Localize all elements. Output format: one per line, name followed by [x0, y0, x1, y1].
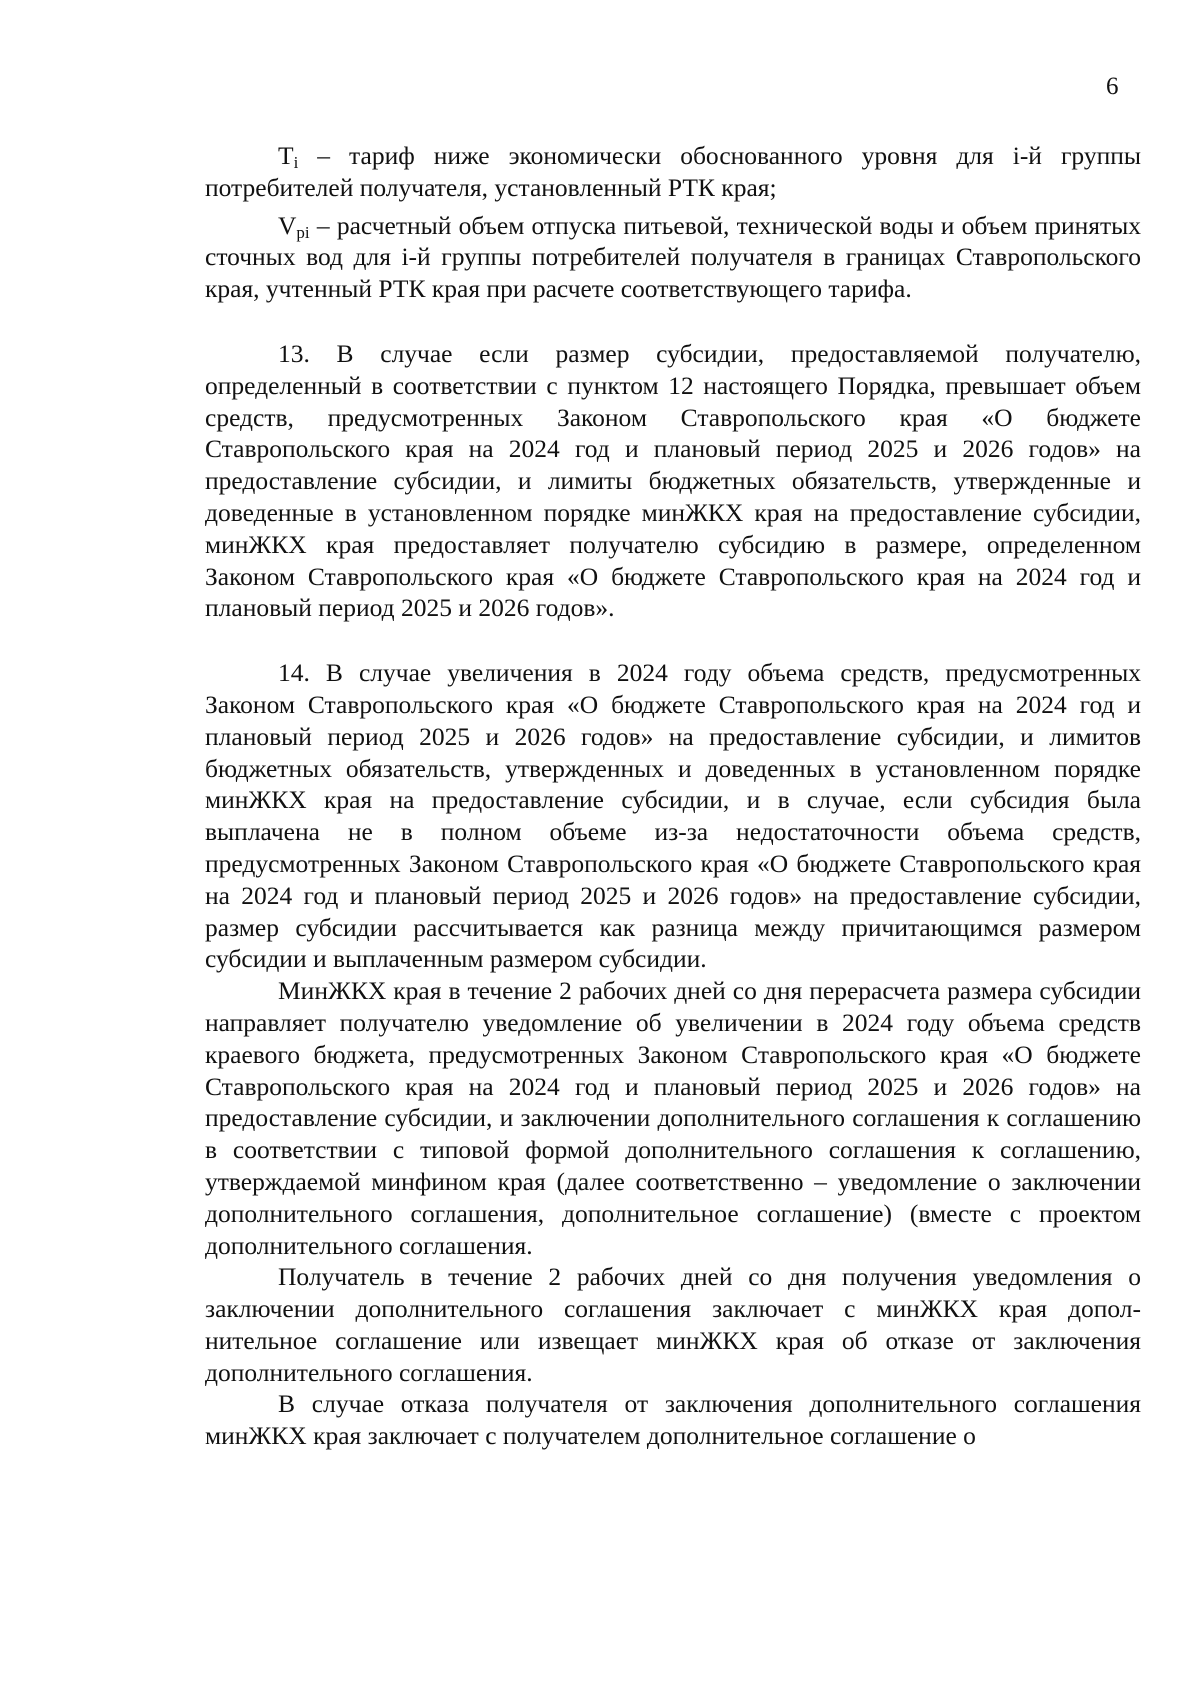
paragraph-14-minzhkh-notice: МинЖКХ края в течение 2 рабочих дней со дня перерасчета размера субсидии направляет получателю уведомление об увеличении в 2024 году объема средств краевого бюджета, предусмотренных Законом Ставропольского края «О бюджете Ставропольского края на 2024 год и плановый период 2025 и 2026 годов» на предоставление субсидии, и заключении дополнительного соглашения к соглашению в соответствии с типовой формой дополнительного соглашения к соглашению, утверждаемой минфином края (далее соответственно – уведомление о заключении дополнительного соглашения, дополнительное соглашение) (вместе с проектом дополнительного соглашения.: [205, 976, 1141, 1260]
vpi-symbol: V: [278, 210, 297, 240]
paragraph-14: 14. В случае увеличения в 2024 году объема средств, предусмотренных Законом Ставропольского края «О бюджете Ставропольского края на 2024 год и плановый период 2025 и 2026 годов» на предоставление субсидии, и лимитов бюджетных обязательств, утвержденных и доведенных в установленном порядке минЖКХ края на предоставление субсидии, и в случае, если субсидия была выплачена не в полном объеме из-за недостаточности объема средств, предусмотренных Законом Ставропольского края «О бюджете Ставропольского края на 2024 год и плановый период 2025 и 2026 годов» на предоставление субсидии, размер субсидии рассчитывается как разница между причитающимся размером субсидии и выплаченным размером субсидии.: [205, 658, 1141, 974]
page-number: 6: [1106, 73, 1119, 100]
definition-vpi: [205, 210, 1141, 305]
document-body: [205, 140, 1141, 1452]
vpi-subscript: pi: [296, 222, 310, 242]
ti-definition-text: – тариф ниже экономически обоснованного уровня для i-й группы потребителей получателя, установленный РТК края;: [205, 141, 1141, 202]
paragraph-14-recipient: Получатель в течение 2 рабочих дней со дня получения уведомления о заключении дополнительного соглашения заключает с минЖКХ края дополнительное соглашение или извещает минЖКХ края об отказе от заключения дополнительного соглашения.: [205, 1262, 1141, 1387]
ti-subscript: i: [293, 153, 299, 172]
ti-symbol: T: [278, 141, 294, 170]
vpi-definition-text: – расчетный объем отпуска питьевой, технической воды и объем принятых сточных вод для i-й группы потребителей получателя в границах Ставропольского края, учтенный РТК края при расчете соответствующего тарифа.: [205, 210, 1141, 304]
paragraph-14-refusal: В случае отказа получателя от заключения дополнительного соглашения минЖКХ края заключает с получателем дополнительное соглашение о: [205, 1389, 1141, 1451]
definition-ti: [205, 140, 1141, 204]
paragraph-13: 13. В случае если размер субсидии, предоставляемой получателю, определенный в соответствии с пунктом 12 настоящего Порядка, превышает объем средств, предусмотренных Законом Ставропольского края «О бюджете Ставропольского края на 2024 год и плановый период 2025 и 2026 годов» на предоставление субсидии, и лимиты бюджетных обязательств, утвержденные и доведенные в установленном порядке минЖКХ края на предоставление субсидии, минЖКХ края предоставляет получателю субсидию в размере, определенном Законом Ставропольского края «О бюджете Ставропольского края на 2024 год и плановый период 2025 и 2026 годов».: [205, 338, 1141, 623]
